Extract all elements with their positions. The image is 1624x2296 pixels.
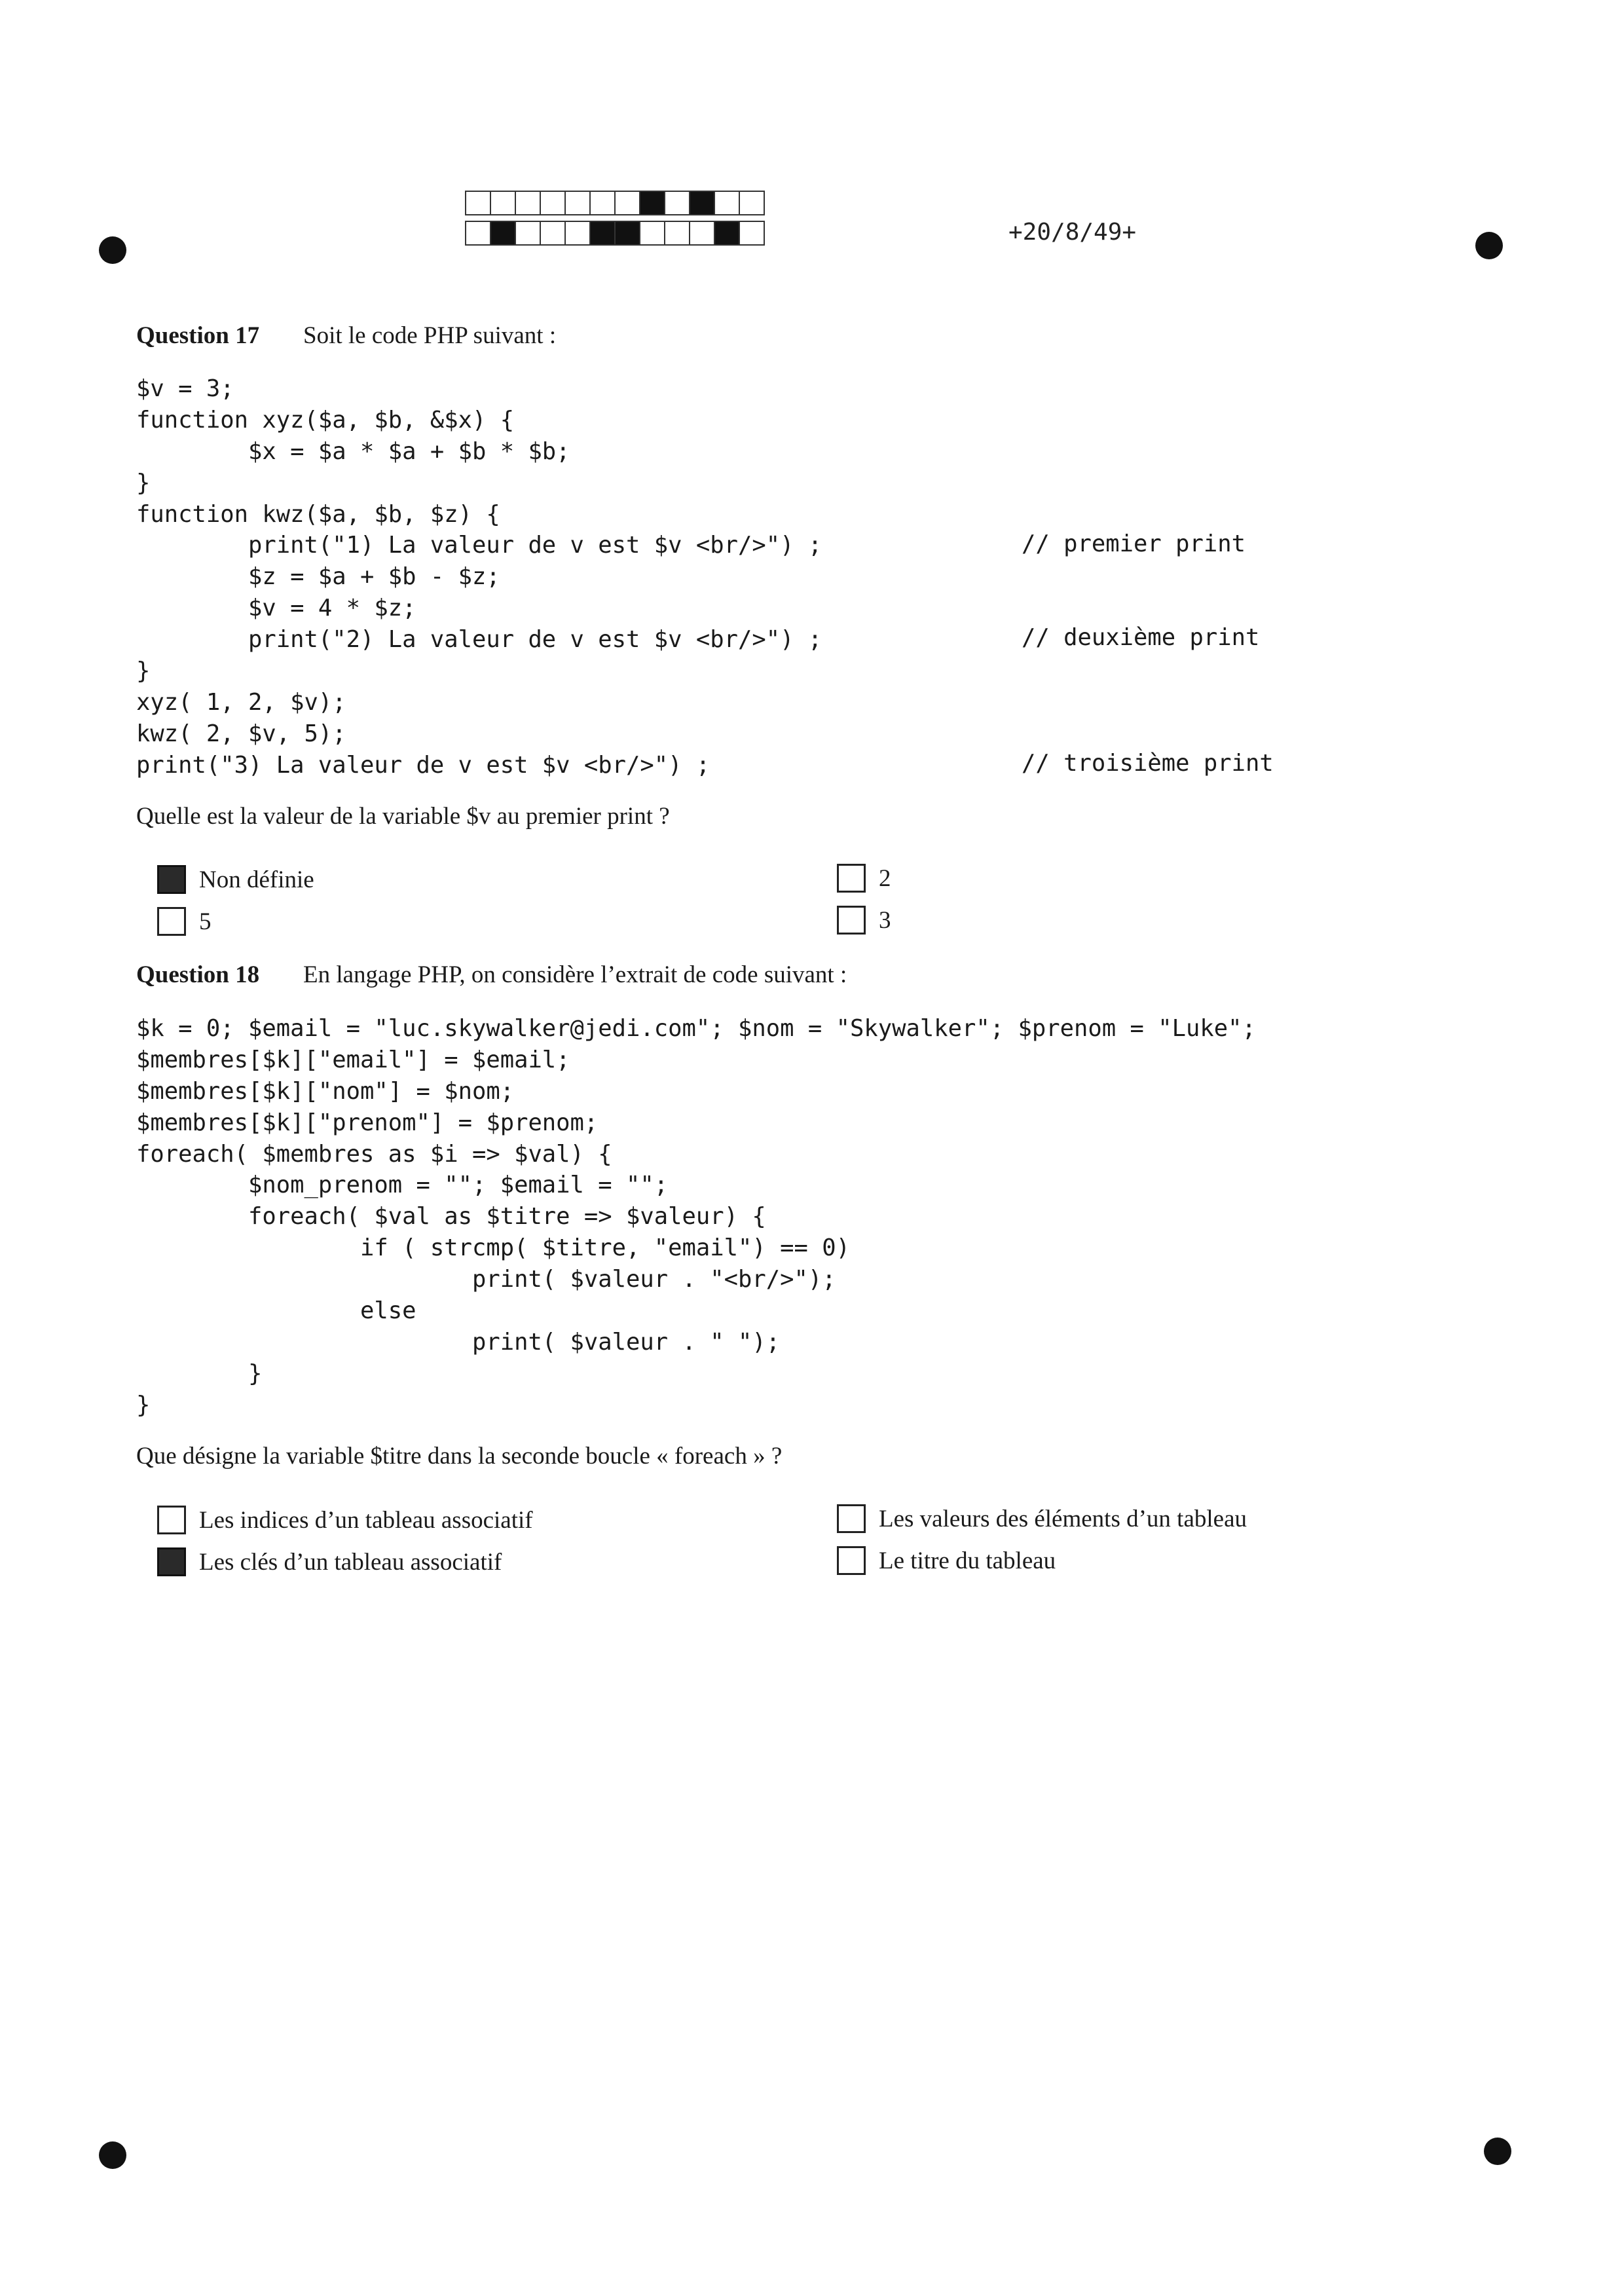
code-line: $x = $a * $a + $b * $b; (136, 437, 570, 465)
code-line: if ( strcmp( $titre, "email") == 0) (136, 1234, 851, 1262)
id-grid-cell (639, 221, 665, 246)
checkbox[interactable] (157, 1506, 186, 1534)
id-grid-cell (739, 191, 765, 215)
q18-answer-cles[interactable] (157, 1546, 502, 1578)
code-line: $z = $a + $b - $z; (136, 563, 500, 591)
id-grid-cell (689, 221, 715, 246)
question-17-label: Question 17 (136, 322, 260, 349)
code-line: $v = 4 * $z; (136, 595, 416, 622)
code-line: print( $valeur . " "); (136, 1328, 781, 1356)
q18-answer-titre[interactable] (837, 1544, 1056, 1577)
registration-mark-top-right (1475, 232, 1503, 259)
checkbox[interactable] (157, 907, 186, 936)
id-grid-cell (664, 191, 690, 215)
code-line: $membres[$k]["prenom"] = $prenom; (136, 1109, 599, 1136)
question-18-code (136, 1013, 1256, 1421)
answer-label: Les clés d’un tableau associatif (199, 1548, 502, 1576)
q17-answer-3[interactable] (837, 904, 891, 936)
id-grid-cell (689, 191, 715, 215)
code-line: print("1) La valeur de v est $v <br/>") ; (136, 532, 822, 559)
comment-second-print: // deuxième print (1022, 624, 1260, 651)
code-line: else (136, 1297, 416, 1325)
id-grid-cell (564, 191, 591, 215)
question-18-prompt: Que désigne la variable $titre dans la seconde boucle « foreach » ? (136, 1443, 783, 1470)
id-grid-cell (739, 221, 765, 246)
id-grid-cell (515, 191, 541, 215)
q18-answer-indices[interactable] (157, 1504, 533, 1536)
code-line: function xyz($a, $b, &$x) { (136, 406, 515, 434)
id-grid-cell (614, 191, 640, 215)
code-line: xyz( 1, 2, $v); (136, 688, 346, 716)
checkbox[interactable] (837, 1546, 866, 1575)
answer-label: Les valeurs des éléments d’un tableau (879, 1505, 1247, 1532)
code-line: function kwz($a, $b, $z) { (136, 500, 500, 528)
answer-label: 2 (879, 864, 891, 892)
id-grid-cell (714, 191, 740, 215)
registration-mark-top-left (99, 236, 126, 264)
id-grid-cell (515, 221, 541, 246)
id-grid-cell (540, 221, 566, 246)
id-grid-cell (614, 221, 640, 246)
question-17-header (136, 322, 556, 350)
code-line: print( $valeur . "<br/>"); (136, 1266, 836, 1293)
answer-label: 3 (879, 906, 891, 934)
id-grid-cell (465, 191, 491, 215)
question-17-code (136, 373, 822, 781)
answer-label: 5 (199, 908, 212, 935)
code-line: print("2) La valeur de v est $v <br/>") ; (136, 626, 822, 654)
id-grid-cell (589, 221, 616, 246)
comment-first-print: // premier print (1022, 530, 1246, 557)
checkbox[interactable] (837, 1504, 866, 1533)
code-line: foreach( $val as $titre => $valeur) { (136, 1203, 766, 1231)
q17-answer-non-definie[interactable] (157, 863, 314, 896)
id-grid-cell (490, 221, 516, 246)
checkbox[interactable] (157, 1547, 186, 1576)
q18-answer-valeurs[interactable] (837, 1502, 1247, 1535)
id-grid-cell (564, 221, 591, 246)
question-18-label: Question 18 (136, 961, 260, 988)
code-line: } (136, 1360, 263, 1387)
id-grid-cell (589, 191, 616, 215)
question-17-intro: Soit le code PHP suivant : (303, 322, 557, 349)
id-grid-cell (540, 191, 566, 215)
q17-answer-5[interactable] (157, 905, 212, 938)
question-17-prompt: Quelle est la valeur de la variable $v au premier print ? (136, 803, 670, 830)
id-grid-cell (465, 221, 491, 246)
answer-label: Non définie (199, 866, 314, 893)
id-grid-cell (490, 191, 516, 215)
code-line: } (136, 657, 151, 685)
q17-answer-2[interactable] (837, 862, 891, 895)
code-line: foreach( $membres as $i => $val) { (136, 1140, 612, 1168)
code-line: $k = 0; $email = "luc.skywalker@jedi.com"; $nom = "Skywalker"; $prenom = "Luke"; (136, 1015, 1256, 1042)
code-line: kwz( 2, $v, 5); (136, 720, 346, 747)
id-grid-cell (714, 221, 740, 246)
code-line: } (136, 469, 151, 496)
code-line: $nom_prenom = ""; $email = ""; (136, 1172, 669, 1199)
code-line: $membres[$k]["email"] = $email; (136, 1046, 570, 1073)
checkbox[interactable] (837, 864, 866, 893)
page-code: +20/8/49+ (1008, 219, 1137, 246)
id-grid-row-1 (466, 191, 765, 215)
code-line: $v = 3; (136, 375, 234, 402)
checkbox[interactable] (157, 865, 186, 894)
registration-mark-bottom-right (1484, 2138, 1511, 2165)
answer-label: Le titre du tableau (879, 1547, 1056, 1574)
id-grid-row-2 (466, 221, 765, 246)
registration-mark-bottom-left (99, 2141, 126, 2169)
answer-label: Les indices d’un tableau associatif (199, 1506, 533, 1534)
code-line: } (136, 1391, 151, 1418)
checkbox[interactable] (837, 906, 866, 935)
id-grid-cell (664, 221, 690, 246)
id-grid-cell (639, 191, 665, 215)
question-18-header (136, 961, 847, 989)
code-line: $membres[$k]["nom"] = $nom; (136, 1077, 515, 1105)
question-18-intro: En langage PHP, on considère l’extrait de code suivant : (303, 961, 847, 988)
code-line: print("3) La valeur de v est $v <br/>") ; (136, 751, 710, 779)
comment-third-print: // troisième print (1022, 750, 1274, 777)
